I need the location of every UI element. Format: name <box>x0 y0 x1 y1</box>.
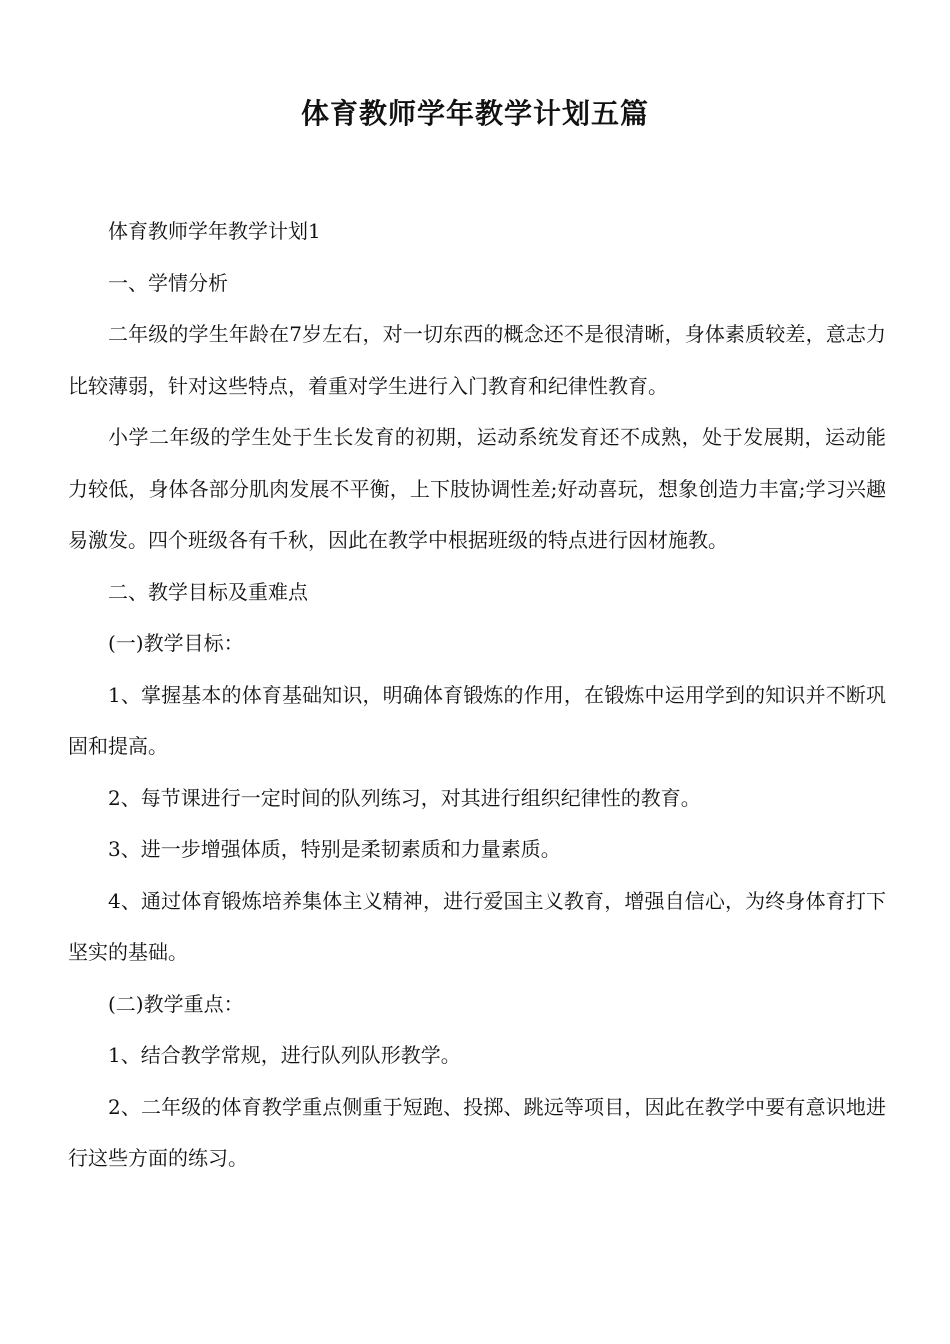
list-item: 3、进一步增强体质，特别是柔韧素质和力量素质。 <box>108 837 561 861</box>
document-body <box>68 206 886 1185</box>
subsection-heading: 一、学情分析 <box>108 270 228 295</box>
list-item: 2、二年级的体育教学重点侧重于短跑、投掷、跳远等项目，因此在教学中要有意识地进行这些方面的练习。 <box>68 1094 886 1170</box>
list-item: 4、通过体育锻炼培养集体主义精神，进行爱国主义教育，增强自信心，为终身体育打下坚实的基础。 <box>68 888 886 964</box>
section-heading: 体育教师学年教学计划1 <box>108 219 321 243</box>
list-item: 2、每节课进行一定时间的队列练习，对其进行组织纪律性的教育。 <box>108 785 701 810</box>
list-item: 1、结合教学常规，进行队列队形教学。 <box>108 1043 461 1067</box>
list-heading: (二)教学重点： <box>108 991 244 1016</box>
paragraph: 小学二年级的学生处于生长发育的初期，运动系统发育还不成熟，处于发展期，运动能力较低，身体各部分肌肉发展不平衡，上下肢协调性差;好动喜玩，想象创造力丰富;学习兴趣易激发。四个班级各有千秋，因此在教学中根据班级的特点进行因材施教。 <box>68 425 886 552</box>
page-title: 体育教师学年教学计划五篇 <box>300 97 649 130</box>
subsection-heading: 二、教学目标及重难点 <box>108 579 308 604</box>
paragraph: 二年级的学生年龄在7岁左右，对一切东西的概念还不是很清晰，身体素质较差，意志力比较薄弱，针对这些特点，着重对学生进行入门教育和纪律性教育。 <box>68 322 886 398</box>
list-heading: (一)教学目标： <box>108 631 244 655</box>
list-item: 1、掌握基本的体育基础知识，明确体育锻炼的作用，在锻炼中运用学到的知识并不断巩固和提高。 <box>68 682 886 758</box>
